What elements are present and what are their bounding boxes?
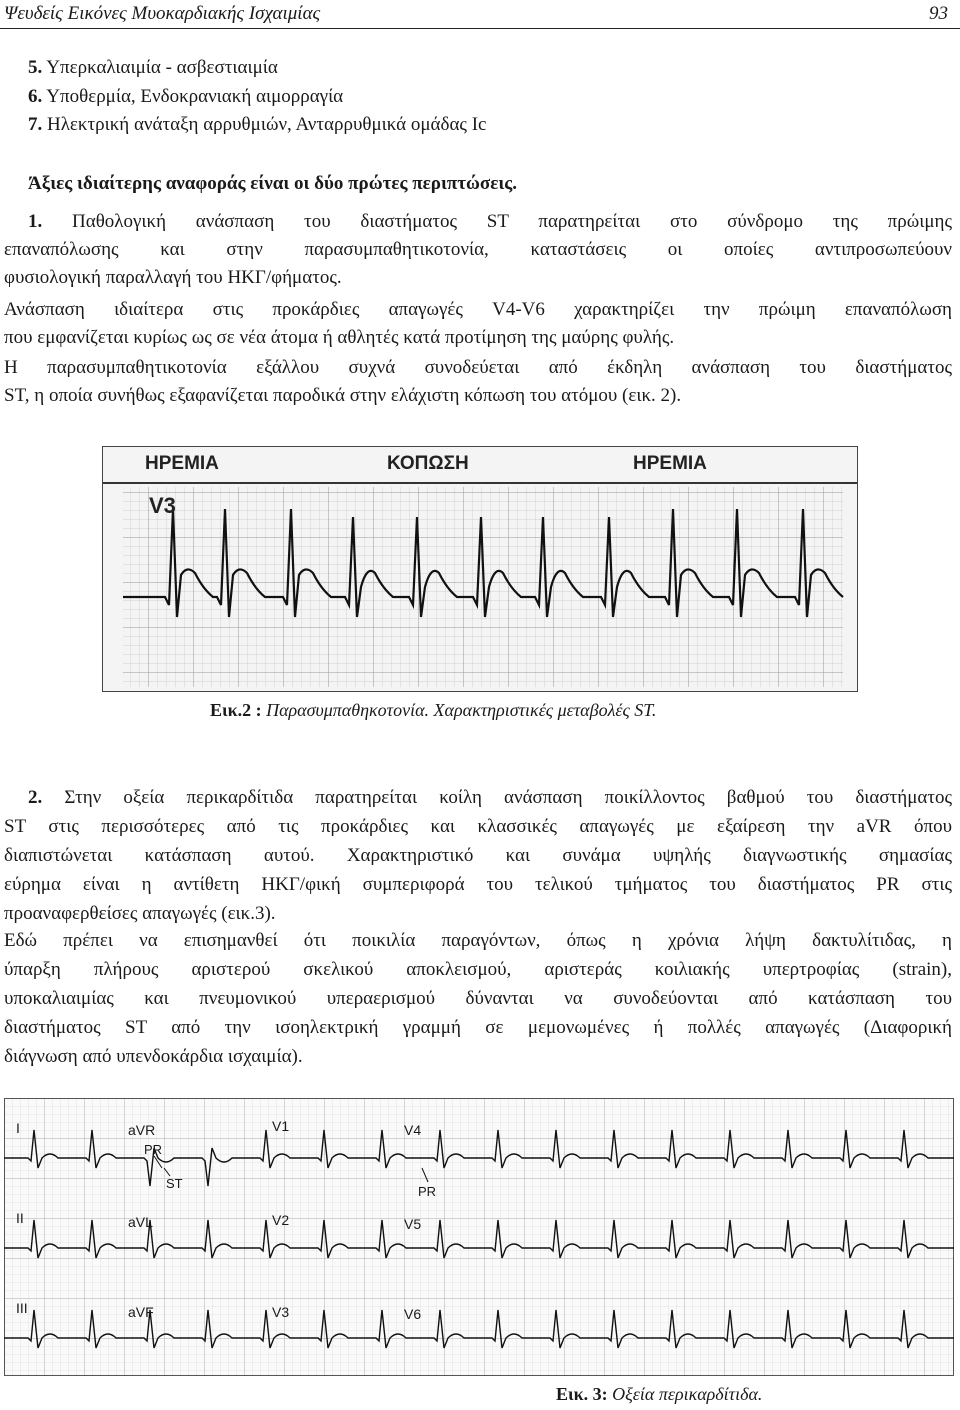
paragraph-line: εύρημα είναι η αντίθετη ΗΚΓ/φική συμπεριφορά του τελικού τμήματος του διαστήματος PR στις (4, 874, 952, 895)
paragraph-line: ST, η οποία συνήθως εξαφανίζεται παροδικά στην ελάχιστη κόπωση του ατόμου (εικ. 2). (4, 385, 682, 406)
lead-label-aVR: aVR (128, 1122, 156, 1138)
paragraph-line: διάγνωση από υπενδοκάρδια ισχαιμία). (4, 1046, 303, 1067)
paragraph-line: 2. Στην οξεία περικαρδίτιδα παρατηρείται κοίλη ανάσπαση ποικίλλοντος βαθμού του διαστήματος (28, 787, 952, 808)
lead-label-I: I (16, 1120, 20, 1136)
paragraph-line: ST στις περισσότερες από τις προκάρδιες και κλασσικές απαγωγές με εξαίρεση την aVR όπου (4, 816, 952, 837)
lead-label-V2: V2 (272, 1212, 290, 1228)
paragraph-line: που εμφανίζεται κυρίως ως σε νέα άτομα ή αθλητές κατά προτίμηση της μαύρης φυλής. (4, 327, 675, 348)
lead-label-V1: V1 (272, 1118, 290, 1134)
annotation-st: ST (166, 1176, 183, 1191)
paragraph-line: επαναπόλωσης και στην παρασυμπαθητικοτονία, καταστάσεις οι οποίες αντιπροσωπεύουν (4, 239, 952, 260)
label-effort: ΚΟΠΩΣΗ (387, 453, 469, 474)
paragraph-line: Η παρασυμπαθητικοτονία εξάλλου συχνά συνοδεύεται από έκδηλη ανάσπαση του διαστήματος (4, 357, 952, 378)
figure-2-caption: Εικ.2 : Παρασυμπαθηκοτονία. Χαρακτηριστικές μεταβολές ST. (210, 700, 657, 720)
lead-label-V4: V4 (404, 1122, 422, 1138)
paragraph-line: προαναφερθείσες απαγωγές (εικ.3). (4, 903, 276, 924)
list-item: 6. Υποθερμία, Ενδοκρανιακή αιμορραγία (28, 86, 344, 107)
lead-label-aVF: aVF (128, 1304, 154, 1320)
ecg-strip-v3 (103, 447, 857, 691)
paragraph-line: φυσιολογική παραλλαγή του ΗΚΓ/φήματος. (4, 267, 342, 288)
list-item: 5. Υπερκαλιαιμία - ασβεστιαιμία (28, 57, 278, 78)
paragraph-line: υποκαλιαιμίας και πνευμονικού υπεραερισμού δύνανται να συνοδεύονται από κατάσπαση του (4, 988, 952, 1009)
emphasis-line: Άξιες ιδιαίτερης αναφοράς είναι οι δύο πρώτες περιπτώσεις. (28, 173, 518, 194)
page-number: 93 (929, 3, 948, 24)
annotation-pr-2: PR (418, 1184, 437, 1199)
lead-label-V6: V6 (404, 1306, 422, 1322)
lead-label-v3: V3 (149, 493, 176, 518)
paragraph-line: 1. Παθολογική ανάσπαση του διαστήματος ST παρατηρείται στο σύνδρομο της πρώιμης (28, 211, 952, 232)
paragraph-line: Ανάσπαση ιδιαίτερα στις προκάρδιες απαγωγές V4-V6 χαρακτηρίζει την πρώιμη επαναπόλωση (4, 299, 952, 320)
paragraph-line: διαπιστώνεται κατάσπαση αυτού. Χαρακτηριστικό και συνάμα υψηλής διαγνωστικής σημασίας (4, 845, 952, 866)
ecg-12-lead (4, 1098, 954, 1376)
annotation-pr-1: PR (144, 1142, 163, 1157)
list-item: 7. Ηλεκτρική ανάταξη αρρυθμιών, Ανταρρυθμικά ομάδας Ic (28, 114, 487, 135)
figure-3-caption: Εικ. 3: Οξεία περικαρδίτιδα. (556, 1384, 763, 1404)
running-title: Ψευδείς Εικόνες Μυοκαρδιακής Ισχαιμίας (4, 3, 321, 24)
lead-label-III: III (16, 1300, 28, 1316)
lead-label-aVL: aVL (128, 1214, 153, 1230)
running-header (4, 0, 948, 28)
figure-2-ecg (102, 446, 858, 692)
label-rest-1: ΗΡΕΜΙΑ (145, 453, 219, 474)
header-rule (0, 28, 960, 29)
lead-label-V5: V5 (404, 1216, 422, 1232)
lead-label-V3: V3 (272, 1304, 290, 1320)
paragraph-line: ύπαρξη πλήρους αριστερού σκελικού αποκλεισμού, αριστεράς κοιλιακής υπερτροφίας (strain), (4, 959, 952, 980)
label-rest-2: ΗΡΕΜΙΑ (633, 453, 707, 474)
lead-label-II: II (16, 1210, 24, 1226)
paragraph-line: διαστήματος ST από την ισοηλεκτρική γραμμή σε μεμονωμένες ή πολλές απαγωγές (Διαφορική (4, 1017, 952, 1038)
paragraph-line: Εδώ πρέπει να επισημανθεί ότι ποικιλία παραγόντων, όπως η χρόνια λήψη δακτυλίτιδας, η (4, 930, 952, 951)
figure-3-ecg (4, 1098, 954, 1376)
